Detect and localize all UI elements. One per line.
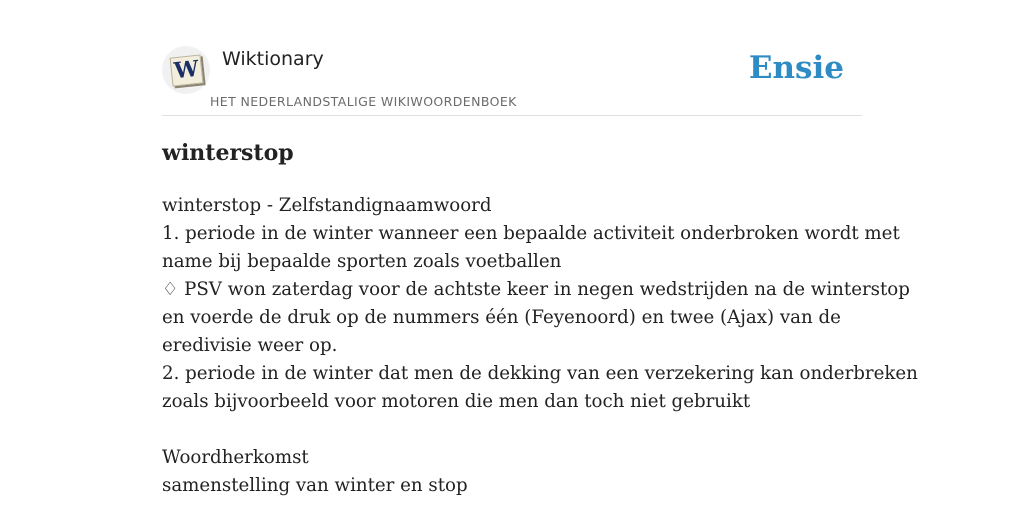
wiktionary-logo[interactable]	[162, 46, 210, 94]
site-name[interactable]: Wiktionary	[222, 48, 324, 70]
example-line-1: ♢ PSV won zaterdag voor de achtste keer in negen wedstrijden na de winterstop	[162, 279, 910, 300]
definition-2-line-1: 2. periode in de winter dat men de dekking van een verzekering kan onderbreken	[162, 363, 918, 384]
page-title: winterstop	[162, 140, 294, 166]
ensie-brand-link[interactable]: Ensie	[748, 50, 844, 86]
example-line-3: eredivisie weer op.	[162, 335, 338, 356]
definition-1-line-2: name bij bepaalde sporten zoals voetballen	[162, 251, 562, 272]
definition-2-line-2: zoals bijvoorbeeld voor motoren die men dan toch niet gebruikt	[162, 391, 751, 412]
definition-1-line-1: 1. periode in de winter wanneer een bepaalde activiteit onderbroken wordt met	[162, 223, 900, 244]
etymology-text: samenstelling van winter en stop	[162, 475, 468, 496]
wiktionary-logo-icon: W	[170, 54, 204, 86]
example-line-2: en voerde de druk op de nummers één (Feyenoord) en twee (Ajax) van de	[162, 307, 841, 328]
etymology-heading: Woordherkomst	[162, 447, 309, 468]
entry-word-class: winterstop - Zelfstandignaamwoord	[162, 195, 492, 216]
site-header	[162, 44, 862, 116]
spacer	[162, 416, 862, 444]
site-tagline: HET NEDERLANDSTALIGE WIKIWOORDENBOEK	[210, 94, 517, 109]
entry-body	[162, 192, 918, 500]
